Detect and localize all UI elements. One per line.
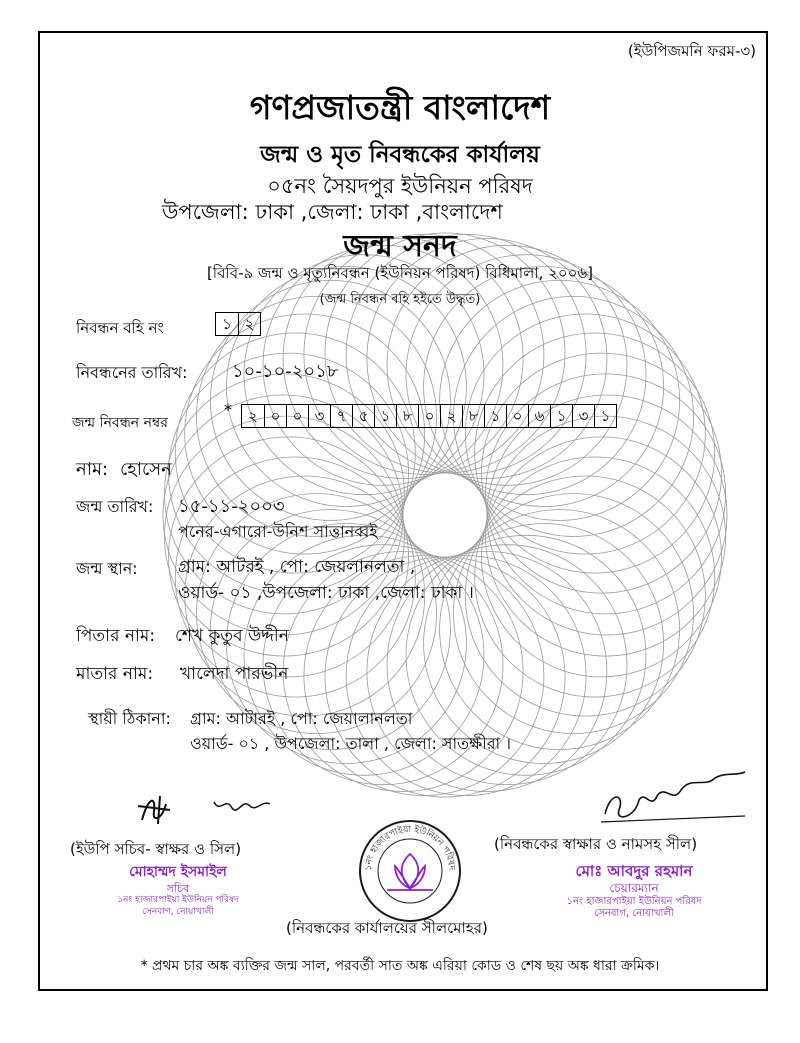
book-no-boxes	[215, 312, 261, 336]
secretary-caption: (ইউপি সচিব- স্বাক্ষর ও সিল)	[70, 840, 242, 858]
reg-no-digit: ২	[248, 407, 258, 425]
registrar-signature	[595, 770, 755, 830]
dob-value: ১৫-১১-২০০৩	[178, 496, 285, 517]
reg-no-digit: ৮	[462, 405, 484, 427]
birthplace-label: জন্ম স্থান:	[76, 559, 138, 578]
registrar-stamp-title: চেয়ারম্যান	[609, 880, 659, 895]
registrar-stamp-name: মোঃ আবদুর রহমান	[575, 862, 693, 880]
reg-no-digit: ০	[418, 405, 440, 427]
book-no-digit: ১	[222, 315, 232, 333]
office-name: জন্ম ও মৃত নিবন্ধকের কার্যালয়	[260, 142, 540, 168]
dob-in-words: পনের-এগারো-উনিশ সাত্তানব্বই	[178, 522, 378, 541]
dob-label: জন্ম তারিখ:	[76, 497, 154, 516]
rosette-ring	[482, 353, 722, 593]
reg-no-digit: ১	[594, 405, 616, 427]
office-address: উপজেলা: ঢাকা ,জেলা: ঢাকা ,বাংলাদেশ	[162, 200, 503, 224]
book-no-label: নিবন্ধন বহি নং	[76, 319, 164, 337]
reg-date-label: নিবন্ধনের তারিখ:	[76, 363, 188, 382]
rosette-ring	[482, 437, 722, 677]
form-number: (ইউপিজমনি ফরম-৩)	[627, 42, 756, 60]
permanent-label: স্থায়ী ঠিকানা:	[88, 709, 171, 728]
reg-no-digit: ১	[484, 405, 506, 427]
reg-no-digit: ৩	[308, 405, 330, 427]
registrar-stamp-union: ১নং হাজারপাইয়া ইউনিয়ন পরিষদ	[566, 895, 702, 907]
birthplace-line1: গ্রাম: আটরই , পো: জেয়লানলতা ,	[178, 557, 416, 577]
country-title: গণপ্রজাতন্ত্রী বাংলাদেশ	[249, 88, 551, 127]
reg-no-digit: ১	[374, 405, 396, 427]
secretary-stamp-union: ১নং হাজারপাইয়া ইউনিয়ন পরিষদ	[117, 895, 239, 906]
reg-no-mark: *	[224, 400, 232, 419]
office-round-seal	[357, 818, 463, 924]
name-label: নাম:	[76, 459, 109, 480]
union-name: ০৫নং সৈয়দপুর ইউনিয়ন পরিষদ	[267, 174, 533, 198]
reg-no-digit: ০	[286, 405, 308, 427]
reg-no-digit: ২	[440, 405, 462, 427]
office-seal-ring-text: ১নং হাজারপাইয়া ইউনিয়ন পরিষদ	[363, 824, 457, 872]
permanent-line2: ওয়ার্ড- ০১ , উপজেলা: তালা , জেলা: সাতক্ষীরা ।	[190, 734, 511, 753]
certificate-title: জন্ম সনদ	[343, 229, 457, 264]
registrar-stamp-place: সেনবাগ, নোয়াখালী	[594, 908, 674, 920]
father-value: শেখ কুতুব উদ্দীন	[175, 626, 289, 646]
secretary-signature	[130, 790, 310, 830]
extract-note: (জন্ম নিবন্ধন বহি হইতে উদ্ধৃত)	[319, 292, 481, 307]
reg-no-digit: ৮	[396, 405, 418, 427]
permanent-line1: গ্রাম: আটারই , পো: জেয়ালানলতা	[190, 709, 413, 728]
secretary-stamp	[88, 864, 268, 918]
mother-value: খালেদা পারভীন	[180, 664, 289, 684]
registrar-stamp	[534, 862, 734, 921]
reg-no-digit: ০	[506, 405, 528, 427]
reg-no-digit: ৩	[572, 405, 594, 427]
office-seal-caption: (নিবন্ধকের কার্যালয়ের সীলমোহর)	[286, 919, 488, 937]
registrar-caption: (নিবন্ধকের স্বাক্ষার ও নামসহ সীল)	[494, 835, 698, 853]
book-no-digit: ২	[238, 313, 260, 335]
reg-no-digit: ৫	[352, 405, 374, 427]
mother-label: মাতার নাম:	[76, 664, 154, 684]
svg-text:১নং হাজারপাইয়া ইউনিয়ন পরিষদ	[364, 824, 456, 871]
reg-no-digit: ০	[264, 405, 286, 427]
reg-no-digit: ৭	[330, 405, 352, 427]
secretary-stamp-place: সেনবাগ, নোয়াখালী	[142, 906, 214, 917]
secretary-stamp-title: সচিব	[166, 881, 190, 895]
birthplace-line2: ওয়ার্ড- ০১ ,উপজেলা: ঢাকা ,জেলা: ঢাকা ।	[178, 583, 474, 603]
reg-no-label: জন্ম নিবন্ধন নম্বর	[72, 415, 168, 431]
reg-no-digit: ১	[550, 405, 572, 427]
rule-reference: [বিবি-৯ জন্ম ও মৃত্যুনিবন্ধন (ইউনিয়ন পরিষদ) বিধিমালা, ২০০৬]	[206, 264, 594, 282]
name-value: হোসেন	[120, 459, 172, 480]
secretary-stamp-name: মোহাম্মদ ইসমাইল	[129, 864, 227, 880]
father-label: পিতার নাম:	[76, 626, 156, 646]
reg-no-digit: ৬	[528, 405, 550, 427]
reg-no-boxes	[241, 404, 617, 428]
footnote: * প্রথম চার অঙ্ক ব্যক্তির জন্ম সাল, পরবর্তী সাত অঙ্ক এরিয়া কোড ও শেষ ছয় অঙ্ক ধারা ক্রমিক।	[140, 958, 660, 974]
reg-date-value: ১০-১০-২০১৮	[232, 361, 339, 382]
